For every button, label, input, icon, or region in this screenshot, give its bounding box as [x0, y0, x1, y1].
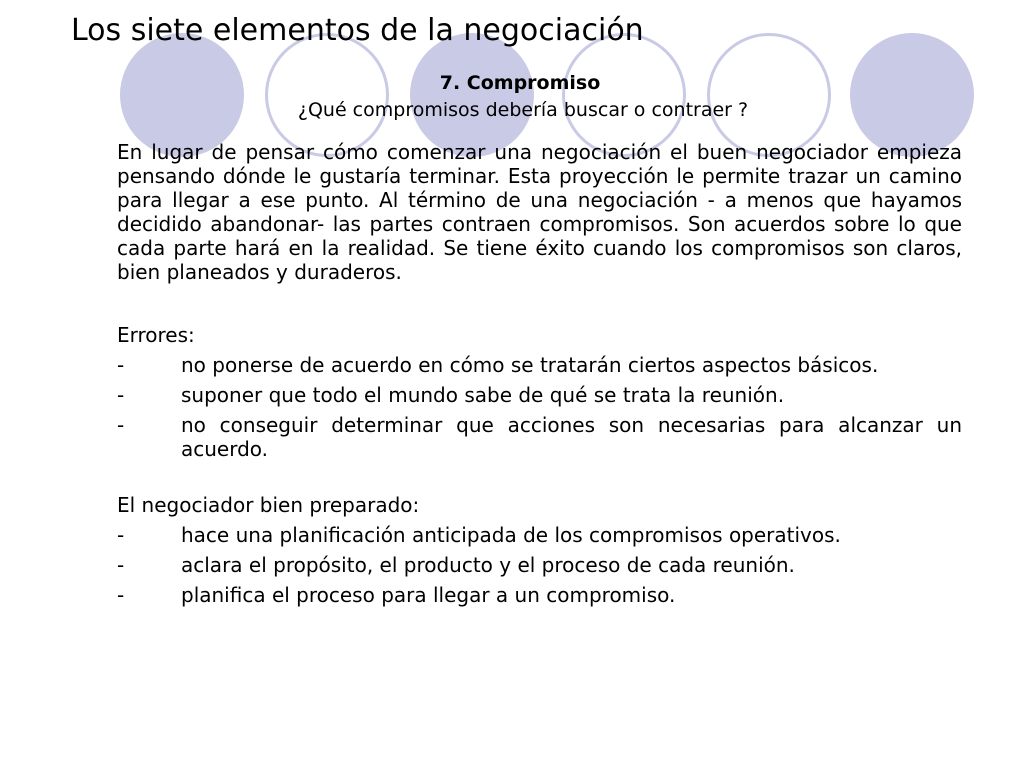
slide-title: Los siete elementos de la negociación [71, 13, 644, 48]
list-item [117, 523, 962, 547]
dash-bullet: - [117, 353, 125, 377]
list-item [117, 553, 962, 577]
errors-list [117, 353, 962, 461]
dash-bullet: - [117, 583, 125, 607]
list-item-text: suponer que todo el mundo sabe de qué se trata la reunión. [181, 383, 785, 407]
list-item-text: aclara el propósito, el producto y el proceso de cada reunión. [181, 553, 795, 577]
list-item-text: no conseguir determinar que acciones son necesarias para alcanzar un acuerdo. [181, 413, 962, 461]
dash-bullet: - [117, 553, 125, 577]
dash-bullet: - [117, 523, 125, 547]
intro-paragraph: En lugar de pensar cómo comenzar una negociación el buen negociador empieza pensando dónde le gustaría terminar. Esta proyección le permite trazar un camino para llegar a ese punto. Al término de una negociación - a menos que hayamos decidido abandonar- las partes contraen compromisos. Son acuerdos sobre lo que cada parte hará en la realidad. Se tiene éxito cuando los compromisos son claros, bien planeados y duraderos. [117, 140, 962, 284]
list-item [117, 583, 962, 607]
errors-label: Errores: [117, 323, 195, 347]
list-item [117, 413, 962, 461]
prepared-list [117, 523, 962, 607]
dash-bullet: - [117, 383, 125, 407]
slide-body [117, 140, 962, 607]
prepared-label: El negociador bien preparado: [117, 493, 420, 517]
list-item [117, 383, 962, 407]
section-question: ¿Qué compromisos debería buscar o contraer ? [297, 99, 749, 121]
list-item-text: planifica el proceso para llegar a un compromiso. [181, 583, 676, 607]
list-item-text: no ponerse de acuerdo en cómo se tratarán ciertos aspectos básicos. [181, 353, 879, 377]
dash-bullet: - [117, 413, 125, 437]
section-heading: 7. Compromiso [439, 72, 601, 94]
list-item-text: hace una planificación anticipada de los compromisos operativos. [181, 523, 841, 547]
list-item [117, 353, 962, 377]
